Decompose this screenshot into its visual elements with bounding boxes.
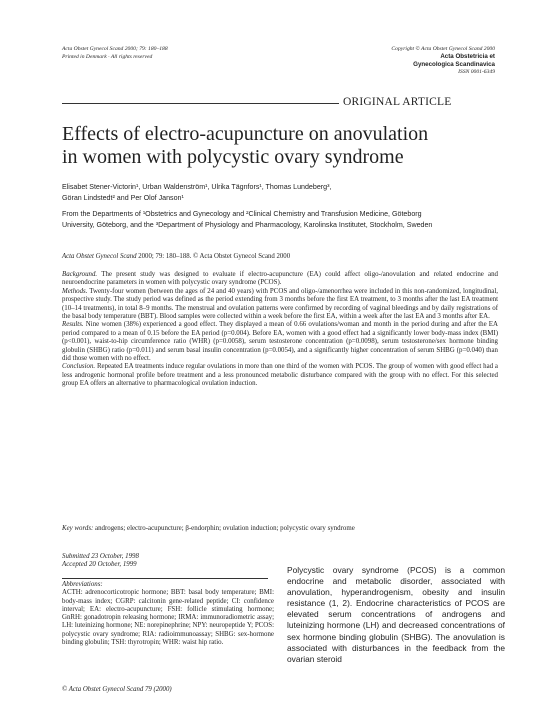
affiliation-line-1: From the Departments of ¹Obstetrics and Gynecology and ²Clinical Chemistry and Transfusion Medicine, Göteborg <box>62 210 422 218</box>
keywords-label: Key words: <box>62 525 94 532</box>
abstract <box>62 271 498 389</box>
abstract-background <box>62 271 498 288</box>
article-title <box>62 123 502 169</box>
affiliations <box>62 209 512 231</box>
background-label: Background. <box>62 271 98 278</box>
authors <box>62 182 502 204</box>
methods-label: Methods. <box>62 287 88 295</box>
section-label: ORIGINAL ARTICLE <box>343 96 452 108</box>
authors-line-1: Elisabet Stener-Victorin¹, Urban Waldenström¹, Ulrika Tägnfors¹, Thomas Lundeberg³, <box>62 183 332 191</box>
citation-details: 2000; 79: 180–188. © Acta Obstet Gynecol Scand 2000 <box>136 253 291 260</box>
abstract-results <box>62 321 498 363</box>
title-line-2: in women with polycystic ovary syndrome <box>62 146 404 168</box>
citation-journal: Acta Obstet Gynecol Scand <box>62 253 137 260</box>
keywords <box>62 525 498 533</box>
header-right <box>385 45 495 76</box>
title-line-1: Effects of electro-acupuncture on anovulation <box>62 123 429 145</box>
section-rule <box>62 103 339 104</box>
header-left <box>62 45 168 61</box>
abbreviations-label: Abbreviations: <box>62 581 103 588</box>
abstract-methods <box>62 288 498 322</box>
citation-line <box>62 253 290 260</box>
authors-line-2: Göran Lindstedt² and Per Olof Janson¹ <box>62 194 184 202</box>
footer-copyright: © Acta Obstet Gynecol Scand 79 (2000) <box>62 686 172 693</box>
accepted-date: Accepted 20 October, 1999 <box>62 561 137 569</box>
printed-notice: Printed in Denmark · All rights reserved <box>62 54 153 60</box>
introduction-text: Polycystic ovary syndrome (PCOS) is a common endocrine and metabolic disorder, associated with anovulation, hyperandrogenism, obesity and insulin resistance (1, 2). Endocrine characteristics of PCOS are elevated serum concentrations of androgens and luteinizing hormone (LH) and decreased concentrations of sex hormone binding globulin (SHBG). The anovulation is associated with disturbances in the feedback from the ovarian steroid <box>287 565 505 664</box>
results-text: Nine women (38%) experienced a good effect. They displayed a mean of 0.66 ovulations/woman and month in the period during and after the EA period compared to a mean of 0.15 before the EA period (p=0.004). Before EA, women with a good effect had a significantly lower body-mass index (BMI) (p<0.001), waist-to-hip circumference ratio (WHR) (p=0.0058), serum testosterone concentration (p=0.0098), serum testosterone/sex hormone binding globulin (SHBG) ratio (p=0.011) and serum basal insulin concentration (p=0.0054), and a significantly higher concentration of serum SHBG (p=0.040) than did those women with no effect. <box>62 321 498 363</box>
journal-name-line1: Acta Obstetricia et <box>440 53 495 60</box>
submitted-date: Submitted 23 October, 1998 <box>62 553 139 560</box>
journal-citation-header: Acta Obstet Gynecol Scand 2000; 79: 180–188 <box>62 46 168 52</box>
keywords-text: androgens; electro-acupuncture; β-endorphin; ovulation induction; polycystic ovary syndrome <box>93 525 355 532</box>
abbreviations <box>62 581 274 647</box>
results-label: Results. <box>62 321 84 329</box>
abstract-conclusion <box>62 363 498 388</box>
submission-dates <box>62 553 139 570</box>
issn: ISSN 0001-6349 <box>458 69 495 75</box>
abbreviations-text: ACTH: adrenocorticotropic hormone; BBT: basal body temperature; BMI: body-mass index; CGRP: calcitonin gene-related peptide; CI: confidence interval; EA: electro-acupuncture; FSH: follicle stimulating hormone; GnRH: gonadotropin releasing hormone; IRMA: immunoradiometric assay; LH: luteinizing hormone; NE: norepinephrine; NPY: neuropeptide Y; PCOS: polycystic ovary syndrome; RIA: radioimmunoassay; SHBG: sex-hormone binding globulin; TSH: thyrotropin; WHR: waist hip ratio. <box>62 589 274 647</box>
journal-name-line2: Gynecologica Scandinavica <box>413 60 495 68</box>
methods-text: Twenty-four women (between the ages of 24 and 40 years) with PCOS and oligo-/amenorrhea were included in this non-randomized, longitudinal, prospective study. The study period was defined as the period extending from 3 months before the first EA treatment, to 3 months after the last EA treatment (10–14 treatments), in total 8–9 months. The menstrual and ovulation patterns were confirmed by recording of vaginal bleedings and by daily registrations of the basal body temperature (BBT). Blood samples were collected within a week before the first EA, within a week after the last EA and 3 months after EA. <box>62 287 498 321</box>
background-text: The present study was designed to evaluate if electro-acupuncture (EA) could affect oligo-/anovulation and related endocrine and neuroendocrine parameters in women with polycystic ovary syndrome (PCOS). <box>62 271 498 287</box>
abbreviations-rule <box>62 578 268 579</box>
affiliation-line-2: University, Göteborg, and the ³Department of Physiology and Pharmacology, Karolinska Institutet, Stockholm, Sweden <box>62 221 433 229</box>
copyright-header: Copyright © Acta Obstet Gynecol Scand 2000 <box>391 46 495 52</box>
conclusion-text: Repeated EA treatments induce regular ovulations in more than one third of the women with PCOS. The group of women with good effect had a less androgenic hormonal profile before treatment and a less pronounced metabolic disturbance compared with the group with no effect. For this selected group EA offers an alternative to pharmacological ovulation induction. <box>62 363 498 388</box>
conclusion-label: Conclusion. <box>62 363 96 371</box>
